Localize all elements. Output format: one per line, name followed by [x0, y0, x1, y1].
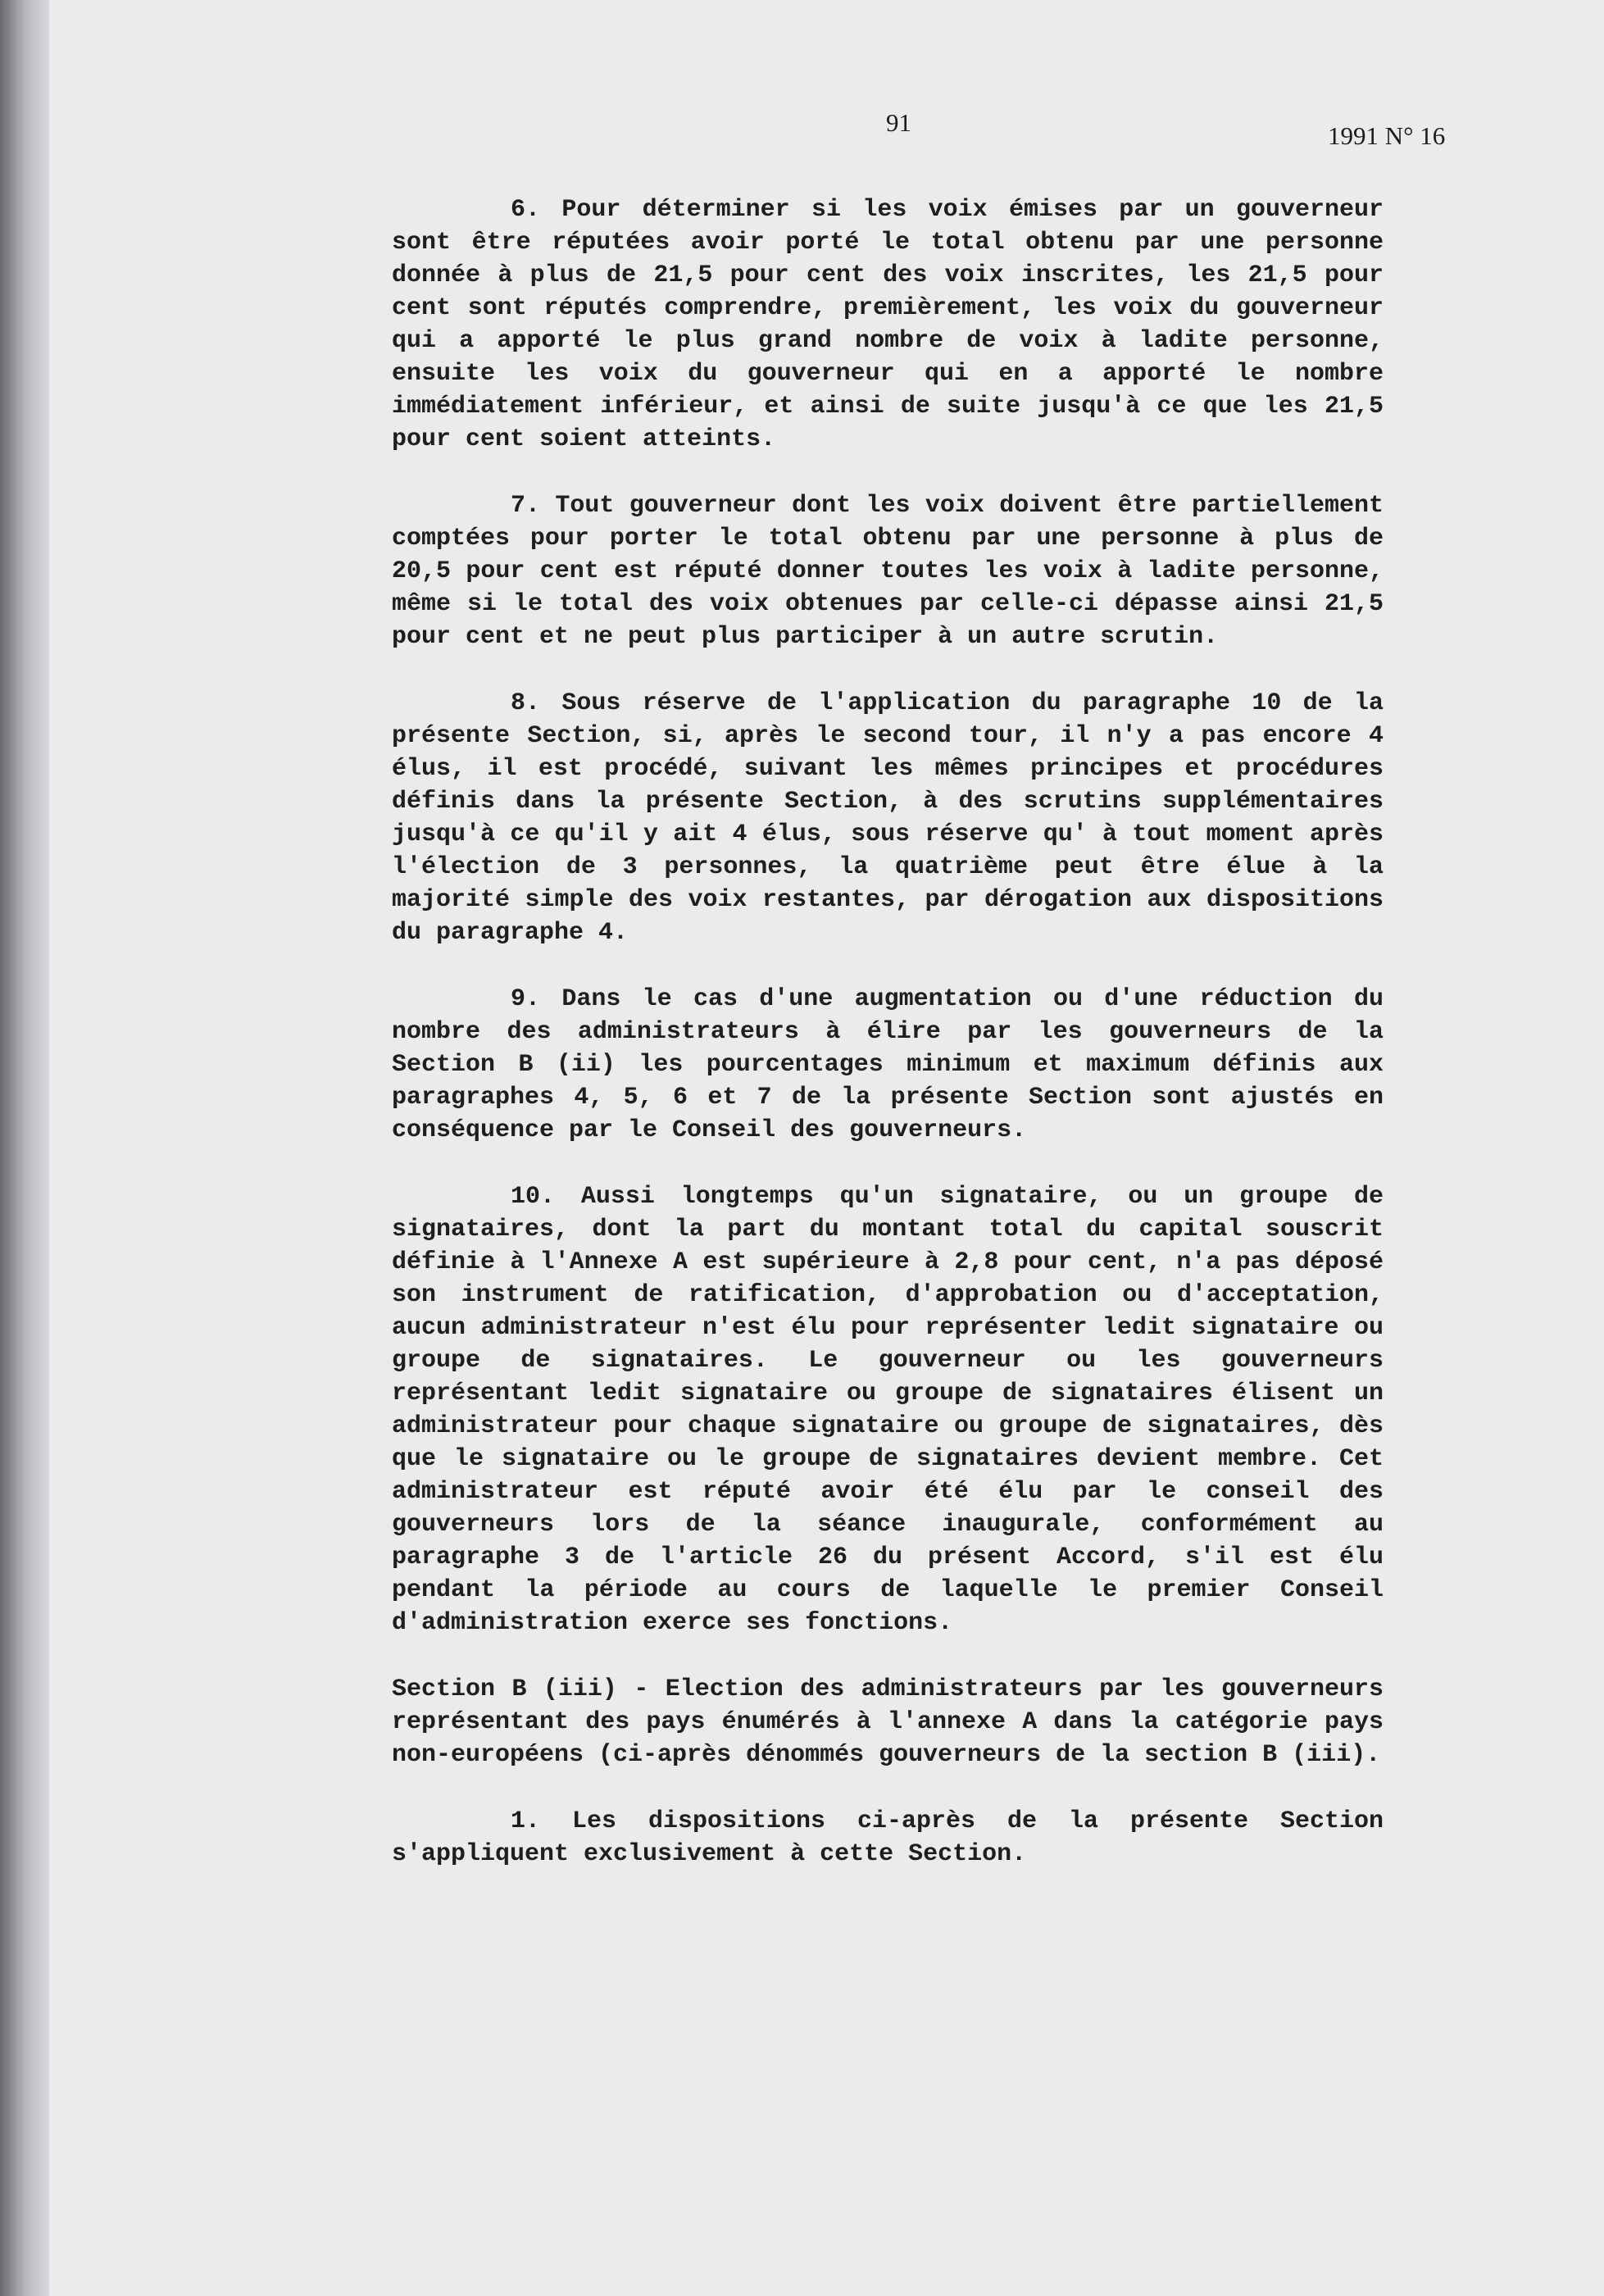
paragraph-8: 8. Sous réserve de l'application du paragraphe 10 de la présente Section, si, après le second tour, il n'y a pas encore 4 élus, il est procédé, suivant les mêmes principes et procédures définis dans la présente Section, à des scrutins supplémentaires jusqu'à ce qu'il y ait 4 élus, sous réserve qu' à tout moment après l'élection de 3 personnes, la quatrième peut être élue à la majorité simple des voix restantes, par dérogation aux dispositions du paragraphe 4. [392, 689, 1384, 947]
page-number: 91 [886, 108, 911, 137]
document-page [49, 0, 1604, 2296]
paragraph-6: 6. Pour déterminer si les voix émises par un gouverneur sont être réputées avoir porté le total obtenu par une personne donnée à plus de 21,5 pour cent des voix inscrites, les 21,5 pour cent sont réputés comprendre, premièrement, les voix du gouverneur qui a apporté le plus grand nombre de voix à ladite personne, ensuite les voix du gouverneur qui en a apporté le nombre immédiatement inférieur, et ainsi de suite jusqu'à ce que les 21,5 pour cent soient atteints. [392, 196, 1384, 453]
paragraph-1: 1. Les dispositions ci-après de la présente Section s'appliquent exclusivement à cette Section. [392, 1807, 1384, 1868]
paragraph-10: 10. Aussi longtemps qu'un signataire, ou un groupe de signataires, dont la part du montant total du capital souscrit définie à l'Annexe A est supérieure à 2,8 pour cent, n'a pas déposé son instrument de ratification, d'approbation ou d'acceptation, aucun administrateur n'est élu pour représenter ledit signataire ou groupe de signataires. Le gouverneur ou les gouverneurs représentant ledit signataire ou groupe de signataires élisent un administrateur pour chaque signataire ou groupe de signataires, dès que le signataire ou le groupe de signataires devient membre. Cet administrateur est réputé avoir été élu par le conseil des gouverneurs lors de la séance inaugurale, conformément au paragraphe 3 de l'article 26 du présent Accord, s'il est élu pendant la période au cours de laquelle le premier Conseil d'administration exerce ses fonctions. [392, 1183, 1384, 1637]
body-text [392, 193, 1384, 1904]
paragraph-7: 7. Tout gouverneur dont les voix doivent être partiellement comptées pour porter le total obtenu par une personne à plus de 20,5 pour cent est réputé donner toutes les voix à ladite personne, même si le total des voix obtenues par celle-ci dépasse ainsi 21,5 pour cent et ne peut plus participer à un autre scrutin. [392, 492, 1384, 651]
section-heading: Section B (iii) - Election des administrateurs par les gouverneurs représentant des pays énumérés à l'annexe A dans la catégorie pays non-européens (ci-après dénommés gouverneurs de la section B (iii). [392, 1675, 1384, 1769]
document-reference: 1991 N° 16 [1328, 121, 1446, 150]
paragraph-9: 9. Dans le cas d'une augmentation ou d'une réduction du nombre des administrateurs à élire par les gouverneurs de la Section B (ii) les pourcentages minimum et maximum définis aux paragraphes 4, 5, 6 et 7 de la présente Section sont ajustés en conséquence par le Conseil des gouverneurs. [392, 985, 1384, 1144]
